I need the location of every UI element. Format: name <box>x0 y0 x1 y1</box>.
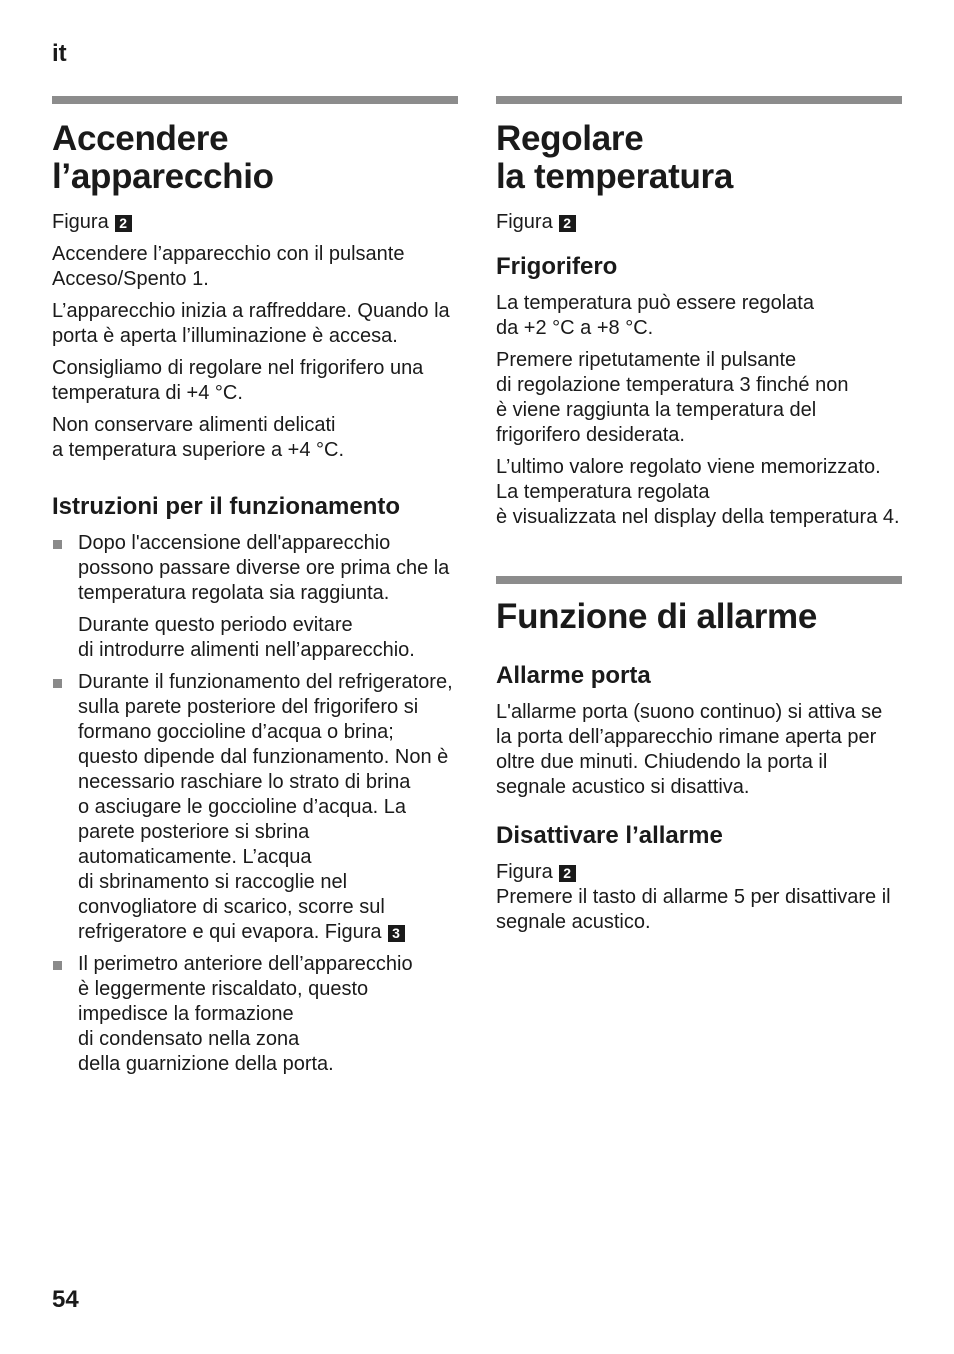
figure-label: Figura <box>52 211 109 233</box>
list-item-text: Durante il funzionamento del refrigeratore, sulla parete posteriore del frigorifero si formano goccioline d’acqua o brina; questo dipende dal funzionamento. Non è necessario raschiare lo strato di brina o asciugare le goccioline d’acqua. La parete posteriore si sbrina automaticamente. L’acqua di sbrinamento si raccoglie nel convogliatore di scarico, scorre sul refrigeratore e qui evapora. Figura 3 <box>78 671 453 943</box>
figure-number-badge: 2 <box>115 215 132 232</box>
paragraph: L'allarme porta (suono continuo) si attiva se la porta dell’apparecchio rimane aperta per oltre due minuti. Chiudendo la porta il segnale acustico si disattiva. <box>496 701 883 798</box>
section-title-allarme: Funzione di allarme <box>496 597 818 636</box>
paragraph: Premere ripetutamente il pulsante di regolazione temperatura 3 finché non è viene raggiunta la temperatura del frigorifero desiderata. <box>496 349 849 446</box>
paragraph: La temperatura può essere regolata da +2 °C a +8 °C. <box>496 292 814 339</box>
bullet-square-icon <box>53 679 62 688</box>
section-title-regolare: Regolare la temperatura <box>496 119 734 196</box>
figure-label: Figura <box>496 861 553 883</box>
figure-reference <box>52 210 458 235</box>
paragraph: Non conservare alimenti delicati a temperatura superiore a +4 °C. <box>52 414 345 461</box>
bullet-square-icon <box>53 961 62 970</box>
right-column <box>496 96 902 942</box>
list-item-extra: Durante questo periodo evitare di introdurre alimenti nell’apparecchio. <box>78 614 415 661</box>
section-rule <box>496 576 902 584</box>
paragraph: L’ultimo valore regolato viene memorizzato. La temperatura regolata è visualizzata nel display della temperatura 4. <box>496 456 900 528</box>
subheading-disattivare: Disattivare l’allarme <box>496 822 723 849</box>
subheading-frigorifero: Frigorifero <box>496 253 618 280</box>
subheading-allarme-porta: Allarme porta <box>496 662 651 689</box>
bullet-square-icon <box>53 540 62 549</box>
figure-reference <box>496 210 902 235</box>
figure-number-badge: 3 <box>388 925 405 942</box>
left-column <box>52 96 458 1084</box>
figure-reference <box>496 860 902 885</box>
paragraph: L’apparecchio inizia a raffreddare. Quando la porta è aperta l’illuminazione è accesa. <box>52 300 450 347</box>
page-number: 54 <box>52 1286 79 1313</box>
section-alarm <box>496 576 902 935</box>
subheading-istruzioni: Istruzioni per il funzionamento <box>52 493 400 520</box>
paragraph: Premere il tasto di allarme 5 per disattivare il segnale acustico. <box>496 886 891 933</box>
list-item <box>52 531 458 663</box>
figure-number-badge: 2 <box>559 865 576 882</box>
list-item <box>52 670 458 945</box>
section-rule <box>52 96 458 104</box>
instruction-list <box>52 531 458 1077</box>
list-item <box>52 952 458 1077</box>
list-item-text: Dopo l'accensione dell'apparecchio possono passare diverse ore prima che la temperatura regolata sia raggiunta. <box>78 532 450 604</box>
paragraph: Accendere l’apparecchio con il pulsante Acceso/Spento 1. <box>52 243 405 290</box>
list-item-text: Il perimetro anteriore dell’apparecchio è leggermente riscaldato, questo impedisce la formazione di condensato nella zona della guarnizione della porta. <box>78 953 413 1075</box>
paragraph: Consigliamo di regolare nel frigorifero una temperatura di +4 °C. <box>52 357 424 404</box>
language-tag: it <box>52 40 67 67</box>
section-title-accendere: Accendere l’apparecchio <box>52 119 274 196</box>
section-rule <box>496 96 902 104</box>
figure-number-badge: 2 <box>559 215 576 232</box>
figure-label: Figura <box>496 211 553 233</box>
